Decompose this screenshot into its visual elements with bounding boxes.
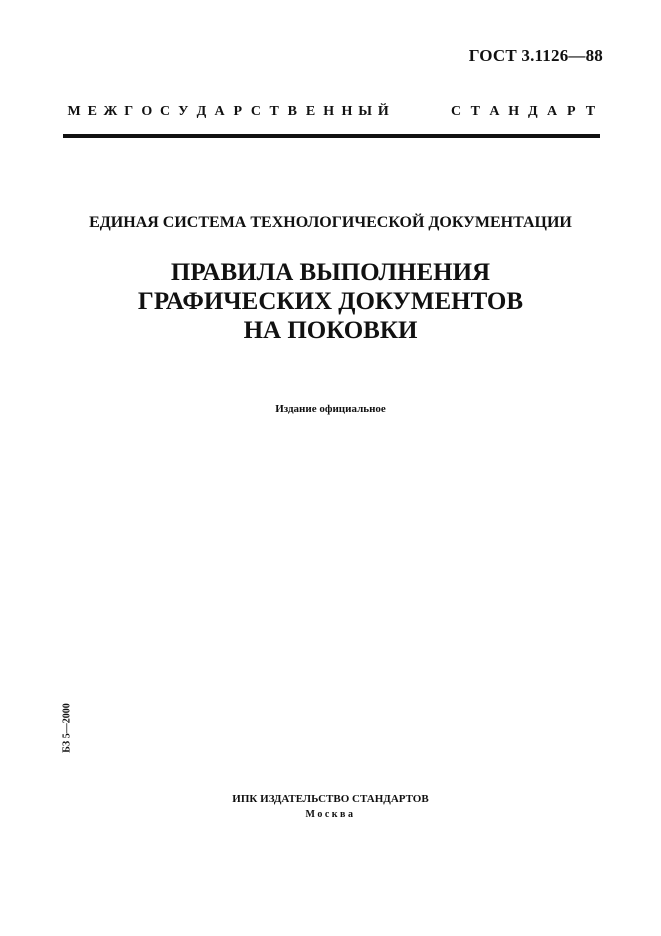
publisher-city: Москва bbox=[305, 809, 356, 820]
heading-letter: О bbox=[141, 104, 153, 119]
heading-letter: С bbox=[250, 104, 262, 119]
edition-note: Издание официальное bbox=[275, 403, 386, 415]
heading-letter: М bbox=[67, 104, 81, 119]
heading-letter: Г bbox=[124, 104, 134, 119]
standard-type bbox=[65, 104, 600, 120]
heading-letter: В bbox=[287, 104, 298, 119]
heading-letter: Ы bbox=[358, 104, 372, 119]
heading-letter: С bbox=[159, 104, 171, 119]
heading-letter: Т bbox=[470, 104, 480, 119]
system-title: ЕДИНАЯ СИСТЕМА ТЕХНОЛОГИЧЕСКОЙ ДОКУМЕНТАЦИИ bbox=[89, 214, 572, 231]
standard-type-word-interstate bbox=[65, 104, 392, 120]
heading-letter: Е bbox=[87, 104, 97, 119]
heading-letter: Р bbox=[566, 104, 576, 119]
heading-letter: Й bbox=[377, 104, 389, 119]
heading-letter: Т bbox=[269, 104, 279, 119]
heading-letter: Д bbox=[196, 104, 207, 119]
heading-letter: А bbox=[546, 104, 558, 119]
heading-letter: У bbox=[178, 104, 189, 119]
heading-letter: Н bbox=[508, 104, 520, 119]
heading-letter: А bbox=[489, 104, 500, 119]
heading-letter: Р bbox=[233, 104, 243, 119]
heading-letter: Д bbox=[528, 104, 538, 119]
heading-letter: С bbox=[451, 104, 462, 119]
header-divider bbox=[63, 134, 600, 138]
side-code: БЗ 5—2000 bbox=[61, 703, 73, 753]
heading-letter: Т bbox=[585, 104, 596, 119]
main-title bbox=[0, 258, 661, 345]
heading-letter: Ж bbox=[103, 104, 118, 119]
main-title-line-3: НА ПОКОВКИ bbox=[243, 317, 418, 344]
main-title-line-2: ГРАФИЧЕСКИХ ДОКУМЕНТОВ bbox=[137, 288, 524, 315]
main-title-line-1: ПРАВИЛА ВЫПОЛНЕНИЯ bbox=[170, 259, 491, 286]
document-number: ГОСТ 3.1126—88 bbox=[468, 46, 603, 65]
heading-letter: Н bbox=[323, 104, 335, 119]
heading-letter: А bbox=[214, 104, 225, 119]
publisher: ИПК ИЗДАТЕЛЬСТВО СТАНДАРТОВ bbox=[232, 793, 429, 805]
standard-type-word-standard bbox=[447, 104, 601, 120]
heading-letter: Е bbox=[305, 104, 316, 119]
heading-letter: Н bbox=[341, 104, 353, 119]
